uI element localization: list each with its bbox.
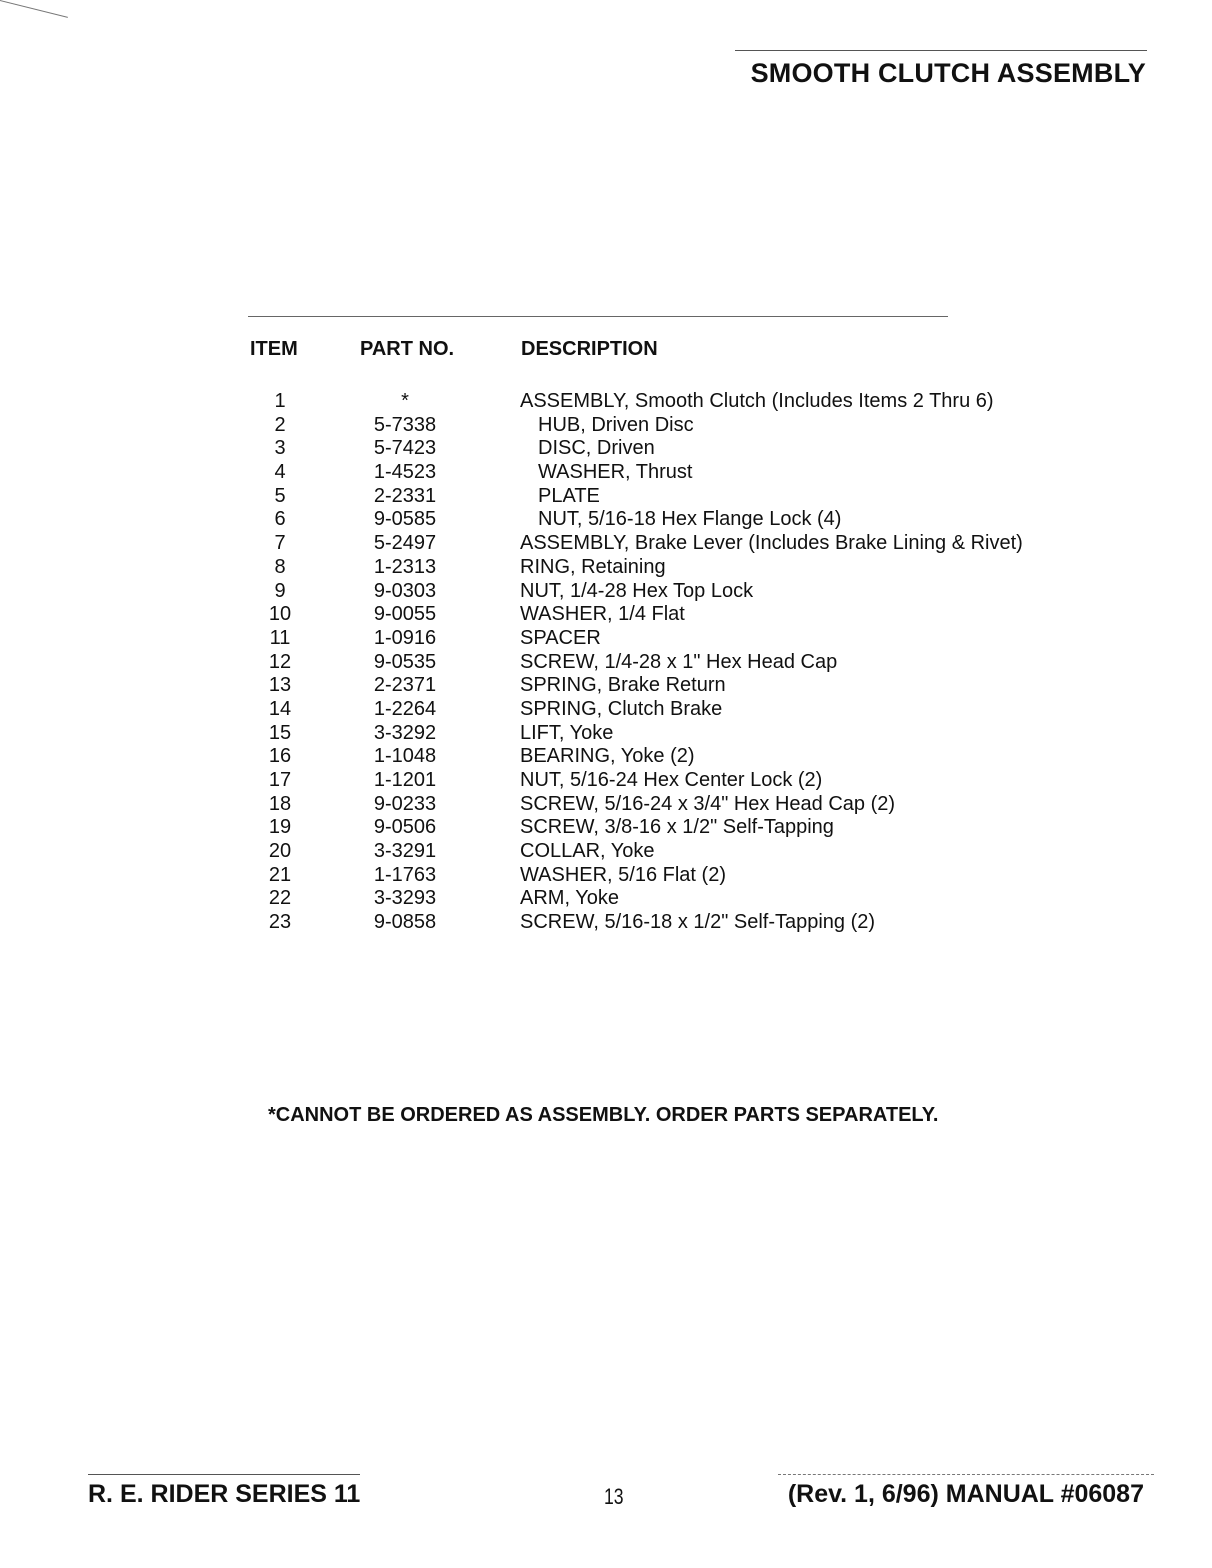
part-number: 3-3292 bbox=[373, 721, 437, 744]
part-number: 9-0506 bbox=[373, 816, 437, 839]
part-number: 2-2371 bbox=[373, 674, 437, 697]
page-title: SMOOTH CLUTCH ASSEMBLY bbox=[750, 58, 1146, 88]
table-row bbox=[0, 769, 1212, 793]
part-number: 9-0585 bbox=[373, 508, 437, 531]
part-description: SPRING, Brake Return bbox=[520, 674, 726, 697]
item-number: 8 bbox=[274, 555, 286, 578]
footer-series-title: R. E. RIDER SERIES 11 bbox=[88, 1480, 361, 1508]
part-number: 9-0055 bbox=[373, 603, 437, 626]
part-number: 1-1763 bbox=[373, 863, 437, 886]
item-number: 5 bbox=[274, 484, 286, 507]
part-number: 5-7423 bbox=[373, 437, 437, 460]
item-number: 19 bbox=[268, 816, 292, 839]
table-row bbox=[0, 603, 1212, 627]
item-number: 10 bbox=[268, 603, 292, 626]
item-number: 23 bbox=[268, 911, 292, 934]
table-row bbox=[0, 864, 1212, 888]
part-description: PLATE bbox=[538, 484, 600, 507]
part-description: NUT, 5/16-24 Hex Center Lock (2) bbox=[520, 769, 823, 791]
table-row bbox=[0, 437, 1212, 461]
table-row bbox=[0, 745, 1212, 769]
part-number: 1-1048 bbox=[373, 745, 437, 768]
table-row bbox=[0, 627, 1212, 651]
table-row bbox=[0, 461, 1212, 485]
part-number: 3-3293 bbox=[373, 887, 437, 910]
part-description: SCREW, 5/16-24 x 3/4" Hex Head Cap (2) bbox=[520, 792, 896, 815]
part-description: SPACER bbox=[520, 626, 601, 649]
part-number: 3-3291 bbox=[373, 840, 437, 863]
part-description: SCREW, 5/16-18 x 1/2" Self-Tapping (2) bbox=[520, 911, 876, 934]
part-description: LIFT, Yoke bbox=[520, 721, 614, 744]
column-header-part-no: PART NO. bbox=[360, 338, 455, 360]
table-row bbox=[0, 651, 1212, 675]
footer-rule-right bbox=[778, 1474, 1154, 1475]
part-number: 5-7338 bbox=[373, 413, 437, 436]
part-description: HUB, Driven Disc bbox=[538, 413, 694, 436]
parts-list bbox=[0, 390, 1212, 935]
column-header-item: ITEM bbox=[250, 338, 298, 360]
title-rule bbox=[735, 50, 1147, 51]
part-number: 1-4523 bbox=[373, 461, 437, 484]
column-header-description: DESCRIPTION bbox=[521, 338, 658, 360]
table-row bbox=[0, 508, 1212, 532]
item-number: 14 bbox=[268, 697, 292, 720]
part-description: COLLAR, Yoke bbox=[520, 840, 655, 863]
table-top-rule-tail bbox=[0, 0, 68, 18]
item-number: 16 bbox=[268, 745, 292, 768]
table-row bbox=[0, 556, 1212, 580]
part-number: 5-2497 bbox=[373, 532, 437, 555]
item-number: 13 bbox=[268, 674, 292, 697]
part-description: RING, Retaining bbox=[520, 555, 666, 578]
part-number: 9-0858 bbox=[373, 911, 437, 934]
order-note: *CANNOT BE ORDERED AS ASSEMBLY. ORDER PARTS SEPARATELY. bbox=[268, 1104, 939, 1126]
table-row bbox=[0, 722, 1212, 746]
part-number: 9-0303 bbox=[373, 579, 437, 602]
part-description: WASHER, 5/16 Flat (2) bbox=[520, 863, 726, 886]
part-description: ARM, Yoke bbox=[520, 887, 619, 910]
table-row bbox=[0, 485, 1212, 509]
table-row bbox=[0, 911, 1212, 935]
part-description: BEARING, Yoke (2) bbox=[520, 745, 695, 768]
footer-manual-revision: (Rev. 1, 6/96) MANUAL #06087 bbox=[787, 1480, 1144, 1508]
part-description: WASHER, Thrust bbox=[538, 461, 693, 484]
table-row bbox=[0, 793, 1212, 817]
table-row bbox=[0, 816, 1212, 840]
part-number: * bbox=[401, 390, 409, 412]
item-number: 2 bbox=[274, 413, 286, 436]
footer-rule-left bbox=[88, 1474, 360, 1475]
part-description: NUT, 1/4-28 Hex Top Lock bbox=[520, 579, 754, 602]
part-number: 1-1201 bbox=[373, 769, 437, 791]
item-number: 1 bbox=[274, 390, 286, 412]
table-row bbox=[0, 390, 1212, 414]
table-row bbox=[0, 532, 1212, 556]
item-number: 18 bbox=[268, 792, 292, 815]
part-description: WASHER, 1/4 Flat bbox=[520, 603, 685, 626]
item-number: 7 bbox=[274, 532, 286, 555]
item-number: 6 bbox=[274, 508, 286, 531]
part-number: 9-0233 bbox=[373, 792, 437, 815]
page-number: 13 bbox=[604, 1484, 624, 1509]
table-row bbox=[0, 840, 1212, 864]
part-description: DISC, Driven bbox=[538, 437, 655, 460]
item-number: 9 bbox=[274, 579, 286, 602]
part-description: SCREW, 3/8-16 x 1/2" Self-Tapping bbox=[520, 816, 834, 839]
item-number: 15 bbox=[268, 721, 292, 744]
part-number: 1-0916 bbox=[373, 626, 437, 649]
part-description: ASSEMBLY, Brake Lever (Includes Brake Lining & Rivet) bbox=[520, 532, 1023, 555]
part-number: 1-2264 bbox=[373, 697, 437, 720]
item-number: 11 bbox=[269, 626, 291, 649]
table-top-rule bbox=[248, 316, 948, 317]
table-row bbox=[0, 674, 1212, 698]
part-number: 9-0535 bbox=[373, 650, 437, 673]
table-row bbox=[0, 698, 1212, 722]
part-description: NUT, 5/16-18 Hex Flange Lock (4) bbox=[538, 508, 842, 531]
part-description: ASSEMBLY, Smooth Clutch (Includes Items 2 Thru 6) bbox=[520, 390, 994, 412]
part-description: SCREW, 1/4-28 x 1" Hex Head Cap bbox=[520, 650, 838, 673]
item-number: 17 bbox=[268, 769, 292, 791]
item-number: 20 bbox=[268, 840, 292, 863]
table-row bbox=[0, 887, 1212, 911]
item-number: 21 bbox=[268, 863, 292, 886]
part-number: 2-2331 bbox=[373, 484, 437, 507]
item-number: 3 bbox=[274, 437, 286, 460]
table-row bbox=[0, 580, 1212, 604]
part-description: SPRING, Clutch Brake bbox=[520, 697, 723, 720]
item-number: 4 bbox=[274, 461, 286, 484]
item-number: 12 bbox=[268, 650, 292, 673]
part-number: 1-2313 bbox=[373, 555, 437, 578]
item-number: 22 bbox=[268, 887, 292, 910]
table-row bbox=[0, 414, 1212, 438]
